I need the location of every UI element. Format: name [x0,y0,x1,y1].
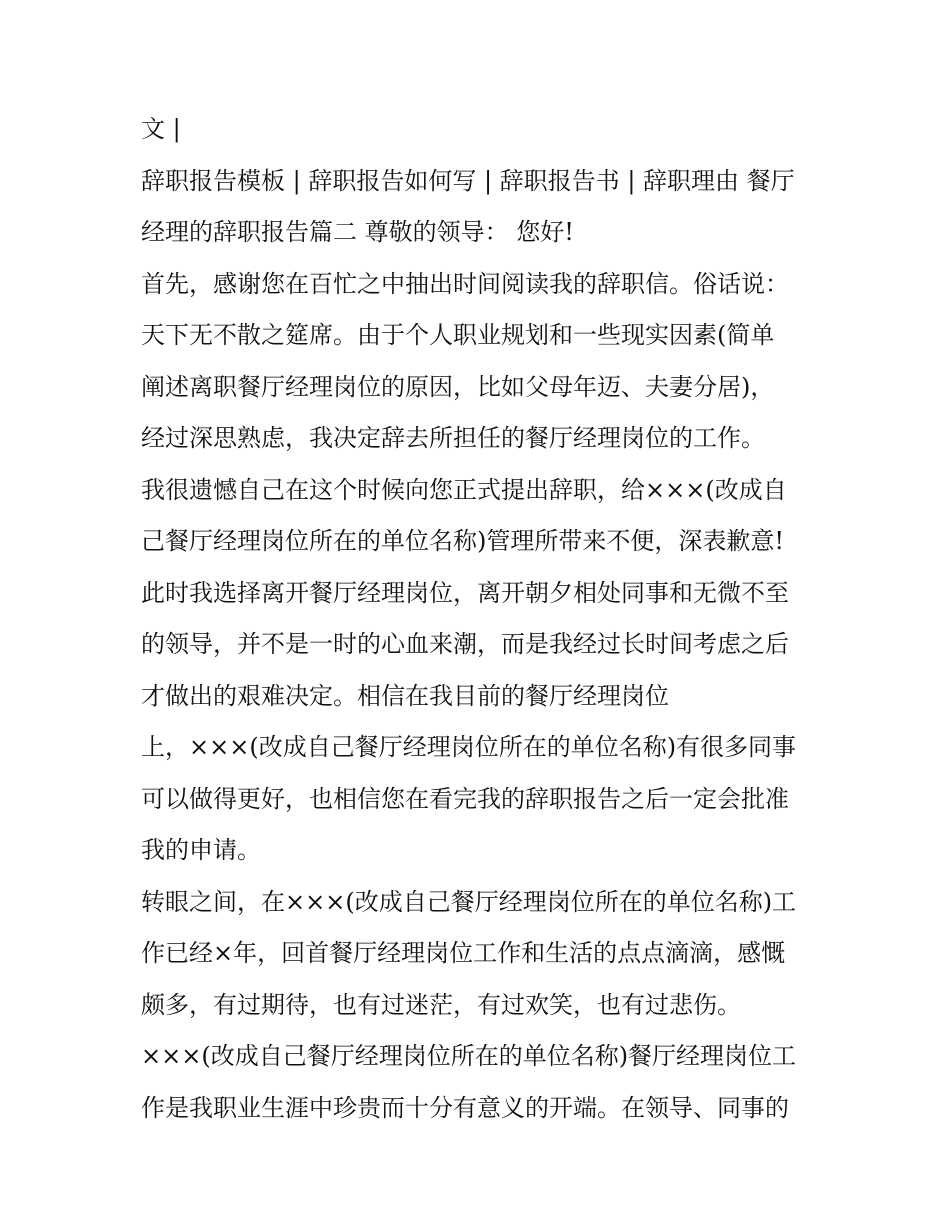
text-line: 己餐厅经理岗位所在的单位名称)管理所带来不便，深表歉意! [141,527,785,555]
text-line: 经过深思熟虑，我决定辞去所担任的餐厅经理岗位的工作。 [141,424,765,452]
text-line: ×××(改成自己餐厅经理岗位所在的单位名称)餐厅经理岗位工 [141,1042,797,1070]
text-line: 天下无不散之筵席。由于个人职业规划和一些现实因素(简单 [141,321,775,349]
text-line: 颇多，有过期待，也有过迷茫，有过欢笑，也有过悲伤。 [141,990,741,1019]
document-body [141,107,821,1137]
text-line: 作是我职业生涯中珍贵而十分有意义的开端。在领导、同事的 [141,1093,789,1122]
text-line: 才做出的艰难决定。相信在我目前的餐厅经理岗位 [141,681,669,710]
text-line: 辞职报告模板 | 辞职报告如何写 | 辞职报告书 | 辞职理由 餐厅 [141,166,795,195]
text-line: 的领导，并不是一时的心血来潮，而是我经过长时间考虑之后 [141,630,789,658]
text-line: 上，×××(改成自己餐厅经理岗位所在的单位名称)有很多同事 [141,733,797,761]
text-line: 文 | [141,115,181,143]
text-line: 我的申请。 [141,836,261,864]
text-line: 转眼之间，在×××(改成自己餐厅经理岗位所在的单位名称)工 [141,887,797,916]
text-line: 经理的辞职报告篇二 尊敬的领导： 您好! [141,218,574,246]
text-line: 此时我选择离开餐厅经理岗位，离开朝夕相处同事和无微不至 [141,578,789,607]
text-line: 首先，感谢您在百忙之中抽出时间阅读我的辞职信。俗话说： [141,269,789,298]
text-line: 阐述离职餐厅经理岗位的原因，比如父母年迈、夫妻分居)， [141,372,775,401]
text-line: 作已经×年，回首餐厅经理岗位工作和生活的点点滴滴，感慨 [141,939,786,967]
text-line: 我很遗憾自己在这个时候向您正式提出辞职，给×××(改成自 [141,475,787,504]
text-line: 可以做得更好，也相信您在看完我的辞职报告之后一定会批准 [141,784,789,813]
